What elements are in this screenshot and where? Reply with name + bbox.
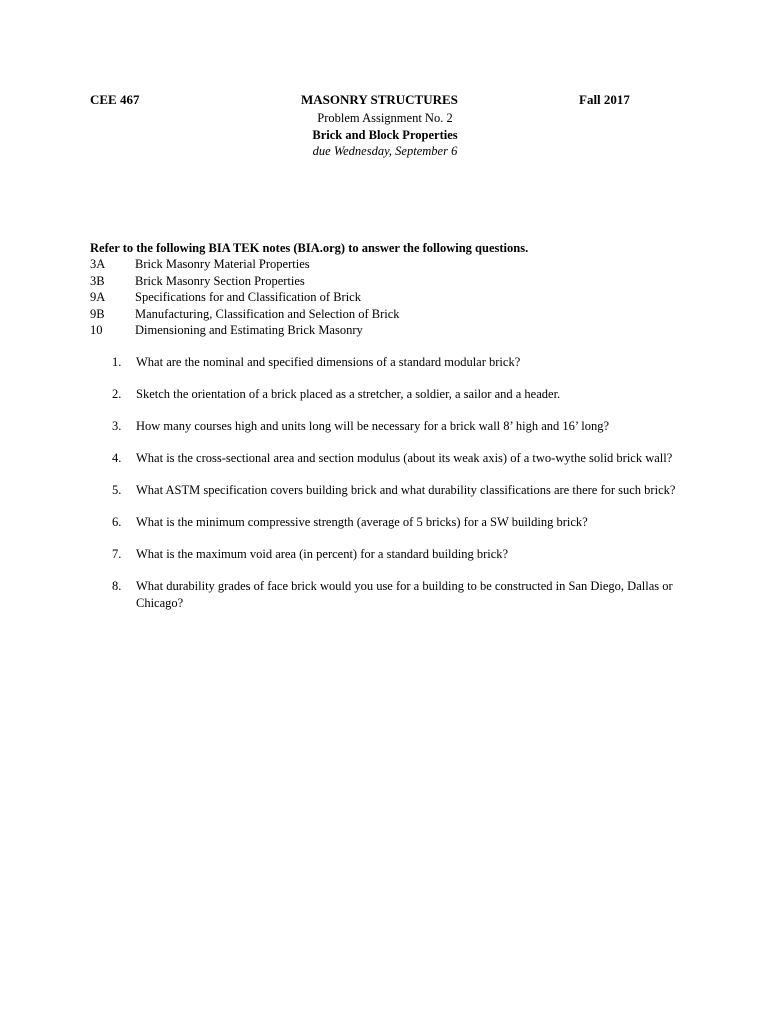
question-text: What durability grades of face brick would you use for a building to be constructed in San Diego, Dallas or Chicago? [136, 579, 673, 610]
question-text: Sketch the orientation of a brick placed as a stretcher, a soldier, a sailor and a header. [136, 387, 561, 401]
intro-instruction: Refer to the following BIA TEK notes (BIA.org) to answer the following questions. [90, 241, 529, 255]
tek-note-title: Dimensioning and Estimating Brick Masonry [135, 323, 363, 337]
tek-note-code: 9A [90, 290, 106, 304]
question-text: How many courses high and units long will be necessary for a brick wall 8’ high and 16’ long? [136, 419, 610, 433]
term: Fall 2017 [579, 92, 630, 107]
question-item [112, 514, 682, 531]
tek-notes-list [90, 256, 650, 339]
tek-note-code: 3B [90, 273, 105, 288]
question-number: 7. [112, 547, 122, 561]
question-number: 3. [112, 419, 122, 433]
tek-note-item [90, 289, 650, 306]
assignment-title: Brick and Block Properties [312, 127, 458, 142]
question-number: 4. [112, 451, 122, 465]
tek-note-item [90, 273, 650, 290]
question-item [112, 386, 682, 403]
question-number: 1. [112, 355, 122, 369]
tek-note-title: Manufacturing, Classification and Selection of Brick [135, 306, 400, 321]
due-date: due Wednesday, September 6 [312, 144, 458, 158]
question-item [112, 482, 682, 499]
question-item [112, 546, 682, 563]
tek-note-title: Specifications for and Classification of Brick [135, 290, 361, 304]
document-header [90, 92, 650, 110]
question-text: What are the nominal and specified dimensions of a standard modular brick? [136, 355, 521, 369]
tek-note-code: 10 [90, 323, 103, 337]
question-list [112, 354, 682, 627]
assignment-subheader [200, 110, 570, 160]
tek-note-code: 9B [90, 306, 105, 321]
tek-note-item [90, 256, 650, 273]
question-item [112, 450, 682, 467]
assignment-number: Problem Assignment No. 2 [317, 111, 453, 125]
question-text: What is the cross-sectional area and section modulus (about its weak axis) of a two-wythe solid brick wall? [136, 451, 673, 465]
tek-note-title: Brick Masonry Material Properties [135, 257, 310, 271]
tek-note-code: 3A [90, 257, 106, 271]
tek-note-item [90, 306, 650, 323]
question-text: What ASTM specification covers building brick and what durability classifications are there for such brick? [136, 483, 676, 497]
tek-note-item [90, 322, 650, 339]
course-code: CEE 467 [90, 92, 140, 107]
course-name: MASONRY STRUCTURES [301, 92, 458, 107]
question-item [112, 578, 682, 611]
question-number: 6. [112, 515, 122, 529]
question-text: What is the minimum compressive strength (average of 5 bricks) for a SW building brick? [136, 515, 588, 529]
question-item [112, 418, 682, 435]
question-item [112, 354, 682, 371]
question-number: 8. [112, 579, 122, 593]
tek-note-title: Brick Masonry Section Properties [135, 273, 305, 288]
question-text: What is the maximum void area (in percent) for a standard building brick? [136, 547, 509, 561]
question-number: 2. [112, 387, 122, 401]
question-number: 5. [112, 483, 122, 497]
